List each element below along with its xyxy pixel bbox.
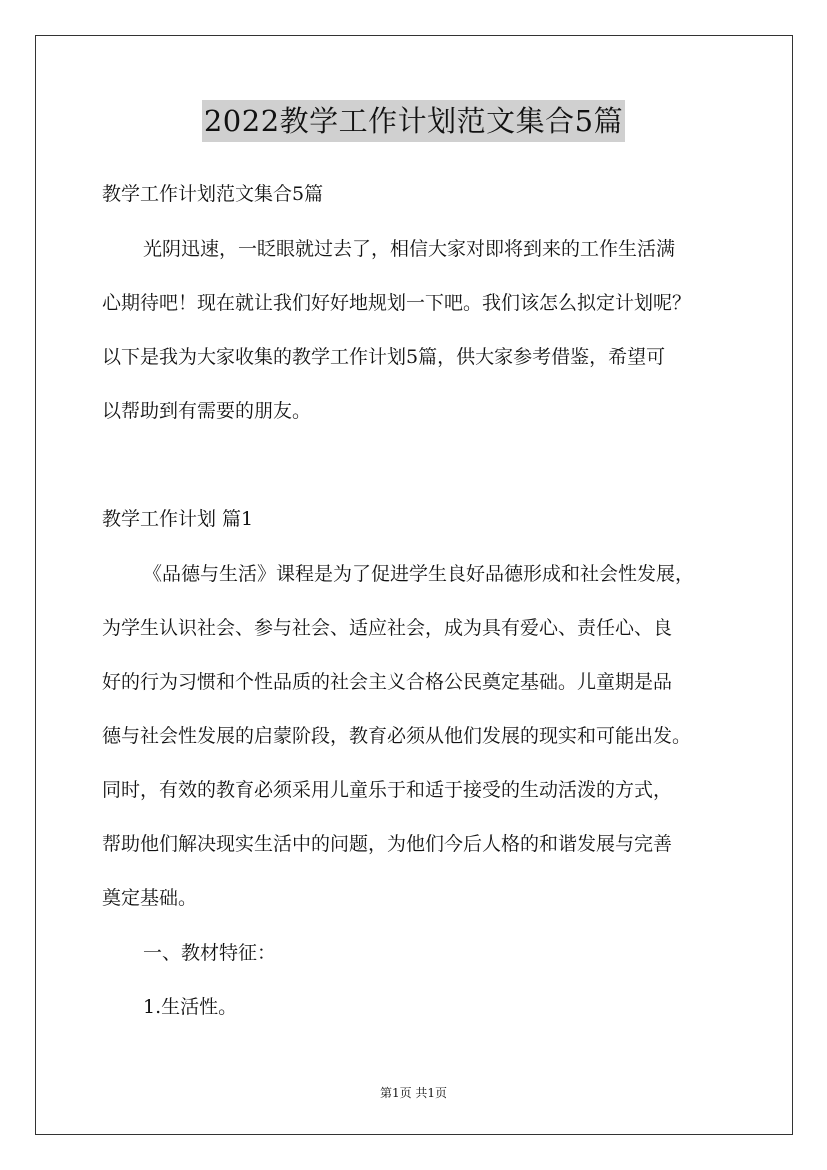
- intro-line-3: 以下是我为大家收集的教学工作计划5篇，供大家参考借鉴，希望可: [102, 346, 666, 368]
- section-line-5: 同时，有效的教育必须采用儿童乐于和适于接受的生动活泼的方式，: [102, 779, 673, 801]
- title-container: [0, 100, 827, 142]
- section-line-1: 《品德与生活》课程是为了促进学生良好品德形成和社会性发展，: [143, 563, 695, 585]
- intro-line-2: 心期待吧！现在就让我们好好地规划一下吧。我们该怎么拟定计划呢？: [102, 292, 692, 314]
- document-subtitle: 教学工作计划范文集合5篇: [102, 183, 324, 205]
- section-heading: 教学工作计划 篇1: [102, 508, 254, 530]
- intro-line-4: 以帮助到有需要的朋友。: [102, 400, 312, 422]
- list-item-life: 1.生活性。: [143, 996, 238, 1018]
- section-line-4: 德与社会性发展的启蒙阶段，教育必须从他们发展的现实和可能出发。: [102, 725, 692, 747]
- list-item-textbook-features: 一、教材特征：: [143, 942, 277, 964]
- section-line-6: 帮助他们解决现实生活中的问题，为他们今后人格的和谐发展与完善: [102, 833, 673, 855]
- section-line-3: 好的行为习惯和个性品质的社会主义合格公民奠定基础。儿童期是品: [102, 671, 673, 693]
- section-line-7: 奠定基础。: [102, 887, 198, 909]
- document-title: 2022教学工作计划范文集合5篇: [202, 100, 625, 142]
- intro-line-1: 光阴迅速，一眨眼就过去了，相信大家对即将到来的工作生活满: [143, 238, 676, 260]
- section-line-2: 为学生认识社会、参与社会、适应社会，成为具有爱心、责任心、良: [102, 617, 673, 639]
- page-footer: 第1页 共1页: [379, 1086, 448, 1100]
